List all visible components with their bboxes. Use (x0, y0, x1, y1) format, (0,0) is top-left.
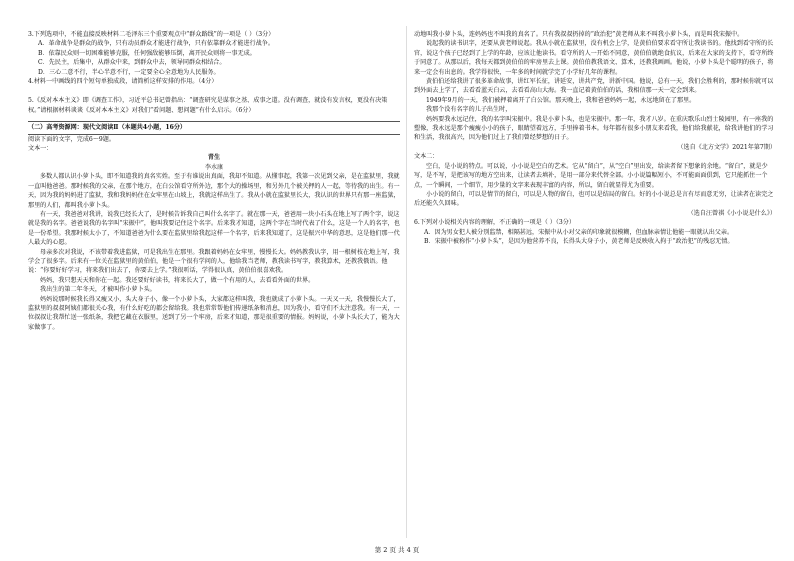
story-paragraph: 说起我的读书识字，还要从黄老师说起。我从小就在监狱里，没有机会上学，是黄伯伯要求看守所让我读书的。他找到看守所的长官，说这个孩子已经到了上学的年龄，应该让他读书。看守所的人一开始不同意，黄伯伯就绝食抗议，后来在大家的支持下，看守所终于同意了。从那以后，我每天都到黄伯伯的牢房里去上课。黄伯伯教我语文、算术，还教我画画。他说，小萝卜头是个聪明的孩子，将来一定会有出息的。我学得很快，一年多的时间就学完了小学好几年的课程。 (414, 40, 774, 76)
story-title: 青生 (207, 154, 221, 162)
story-paragraph: 动地叫我小萝卜头，连妈妈也不叫我的真名了。只有我叔叔扔掉的“政治犯”黄老师从来不叫我小萝卜头，而是叫我宋振中。 (414, 31, 744, 38)
story-paragraph: 母亲多次对我说，不该带着我进监狱，可是我出生在那里。我跟着妈妈在女牢里，慢慢长大。妈妈教我认字，用一根树枝在地上写，我学会了很多字。后来有一位关在监狱里的黄伯伯，他是一个很有学问的人，他给我当老师，教我读书写字，教我算术，还教我俄语。他说：“你要好好学习，将来我们出去了，你要去上学。”我很听话，学得很认真，黄伯伯很喜欢我。 (28, 248, 400, 275)
story-paragraph: 1949年9月的一天，我们被押着离开了白公馆。那天晚上，我和爸爸妈妈一起，永远地留在了那里。 (426, 96, 696, 104)
q3-option-b: B．依靠民众则一切困难能够克服，任何强敌能够压倒，离开民众则将一事无成。 (38, 49, 256, 57)
story-paragraph: 妈妈说那时候我长得又瘦又小，头大身子小，像一个小萝卜头，大家都这样叫我，我也就成了小萝卜头。一天又一天，我慢慢长大了，监狱里的叔叔阿姨们都很关心我，有什么好吃的都会留给我。我也常常帮他们传递纸条和消息，因为我小，看守们不太注意我。有一天，一位叔叔让我帮忙送一张纸条，我把它藏在衣服里，送到了另一个牢房，后来才知道，那是很重要的情报。妈妈说，小萝卜头长大了，能为大家做事了。 (28, 295, 400, 331)
story-paragraph: 我出生的第二年冬天，才被叫作小萝卜头。 (40, 286, 156, 294)
column-divider (406, 26, 407, 538)
story-paragraph: 我那个没有名字的儿子出生时， (426, 106, 512, 114)
right-column (414, 30, 776, 246)
q6-option-a: A．因为男女犯人被分别监禁，相隔甚远，宋振中从小对父亲的印象就很模糊，但血脉亲情让他能一眼就认出父亲。 (424, 228, 734, 236)
question-5: 5.《反对本本主义》即《调查工作》，习近平总书记曾指出：“调查研究是谋事之基、成事之道。没有调查，就没有发言权，更没有决策权。”请根据材料谈谈《反对本本主义》对我们“看问题、想问题”有什么启示。（6分） (28, 97, 388, 114)
q3-option-d: D．三心二意不行，半心半意不行，一定要全心全意地为人民服务。 (38, 68, 220, 76)
source-note-1: （选自《北方文学》2021年第7期） (677, 143, 776, 151)
story-paragraph: 妈妈，我只想天天和你在一起。我还要好好读书，将来长大了，做一个有用的人，去看看外面的世界。 (40, 276, 315, 284)
q3-option-c: C．先民主，后集中，从群众中来，到群众中去，领导同群众相结合。 (38, 59, 226, 67)
story-paragraph: 有一天，我爸爸对我讲，说我已经长大了，是时候告诉我自己叫什么名字了。就在那一天，爸爸用一块小石头在地上写了两个字，说这就是我的名字。爸爸说我的名字叫“宋振中”，他叫我要记住这个名字。后来我才知道，这两个字在当时代表了什么，这是一个人的名字，也是一份希望。我那时候太小了，不知道爸爸为什么要在监狱里给我起这样一个名字，后来我知道了，这是振兴中华的意思，这是他们那一代人最大的心愿。 (28, 210, 400, 247)
story-paragraph: 黄伯伯还给我讲了很多革命故事，讲红军长征，讲延安，讲共产党，讲新中国。他说，总有一天，我们会胜利的，那时候你就可以到外面去上学了，去看看蓝天白云，去看看高山大海。我一直记着黄伯伯的话，我相信那一天一定会到来。 (414, 78, 774, 95)
reading-instruction: 阅读下面的文字，完成6～9题。 (28, 135, 115, 143)
question-6: 6.下列对小说相关内容的理解，不正确的一项是（ ）（3分） (414, 219, 575, 227)
source-note-2: （选自汪曾祺《小小说是什么》） (687, 209, 776, 217)
q3-option-a: A．革命战争是群众的战争，只有动员群众才能进行战争，只有依靠群众才能进行战争。 (38, 40, 274, 48)
question-4: 4.材料一中画线的四个短句单独成段，请简析这样安排的作用。（4分） (28, 78, 218, 86)
text1-label: 文本一： (28, 145, 53, 153)
q6-option-b: B．宋振中被称作“小萝卜头”，是因为他营养不良，长得头大身子小，黄老师是反映收入拘于“政治犯”的残忍无情。 (424, 237, 734, 245)
left-column (28, 30, 400, 332)
text2-label: 文本二： (414, 153, 439, 161)
question-3: 3.下列选项中，不能直接反映材料二毛泽东三个重要观点中“群众路线”的一项是（ ）（3分） (28, 31, 275, 38)
text2-paragraph: 空白，是小说的特点。可以说，小小说是空白的艺术。它从“留白”，从“空白”里出发，给读者留下想象的余地。“留白”，就是少写，是不写，是把该写的地方空出来，让读者去填补，是用一部分来代替全部。小小说篇幅短小，不可能面面俱到，它只能抓住一个点，一个瞬间，一个细节，用少量的文字来表现丰富的内容，所以，留白就显得尤为重要。 (414, 162, 768, 189)
section-heading: （二）高考资源网：现代文阅读Ⅱ（本题共4小题，16分） (28, 121, 400, 134)
page-number: 第 2 页 共 4 页 (374, 546, 420, 554)
story-paragraph: 妈妈要我永远记住，我的名字叫宋振中。我是小萝卜头，也是宋振中。那一年，我才八岁。在重庆歌乐山烈士陵园里，有一座我的塑像，我永远是那个瘦瘦小小的孩子，眼睛望着远方，手里捧着书本。每年都有很多小朋友来看我，他们给我献花，给我讲他们的学习和生活，我很高兴，因为他们过上了我们曾经梦想的日子。 (414, 115, 774, 142)
text2-paragraph: 小小说的留白，可以是情节的留白，可以是人物的留白，也可以是结局的留白。好的小小说总是言有尽而意无穷，让读者在读完之后还能久久回味。 (414, 190, 774, 208)
story-paragraph: 多数人都认识小萝卜头，即不知道我的真名实姓。至于有谁说出真面，我却不知道。从懂事起，我第一次见到父亲，是在监狱里，我就一直叫他爸爸。那时候我的父亲，在那个地方，在白公馆看守所外边，那个大的操场里，和另外几个被关押的人一起，等待我的出生。有一天，因为我的妈妈进了监狱，我和我妈妈住在女牢里在山坡上，我就这样出生了。我从小就在监狱里长大，我认识的世界只有那一座监狱，那里的人们，都叫我小萝卜头。 (28, 173, 400, 209)
story-author: 李水康 (204, 163, 224, 171)
